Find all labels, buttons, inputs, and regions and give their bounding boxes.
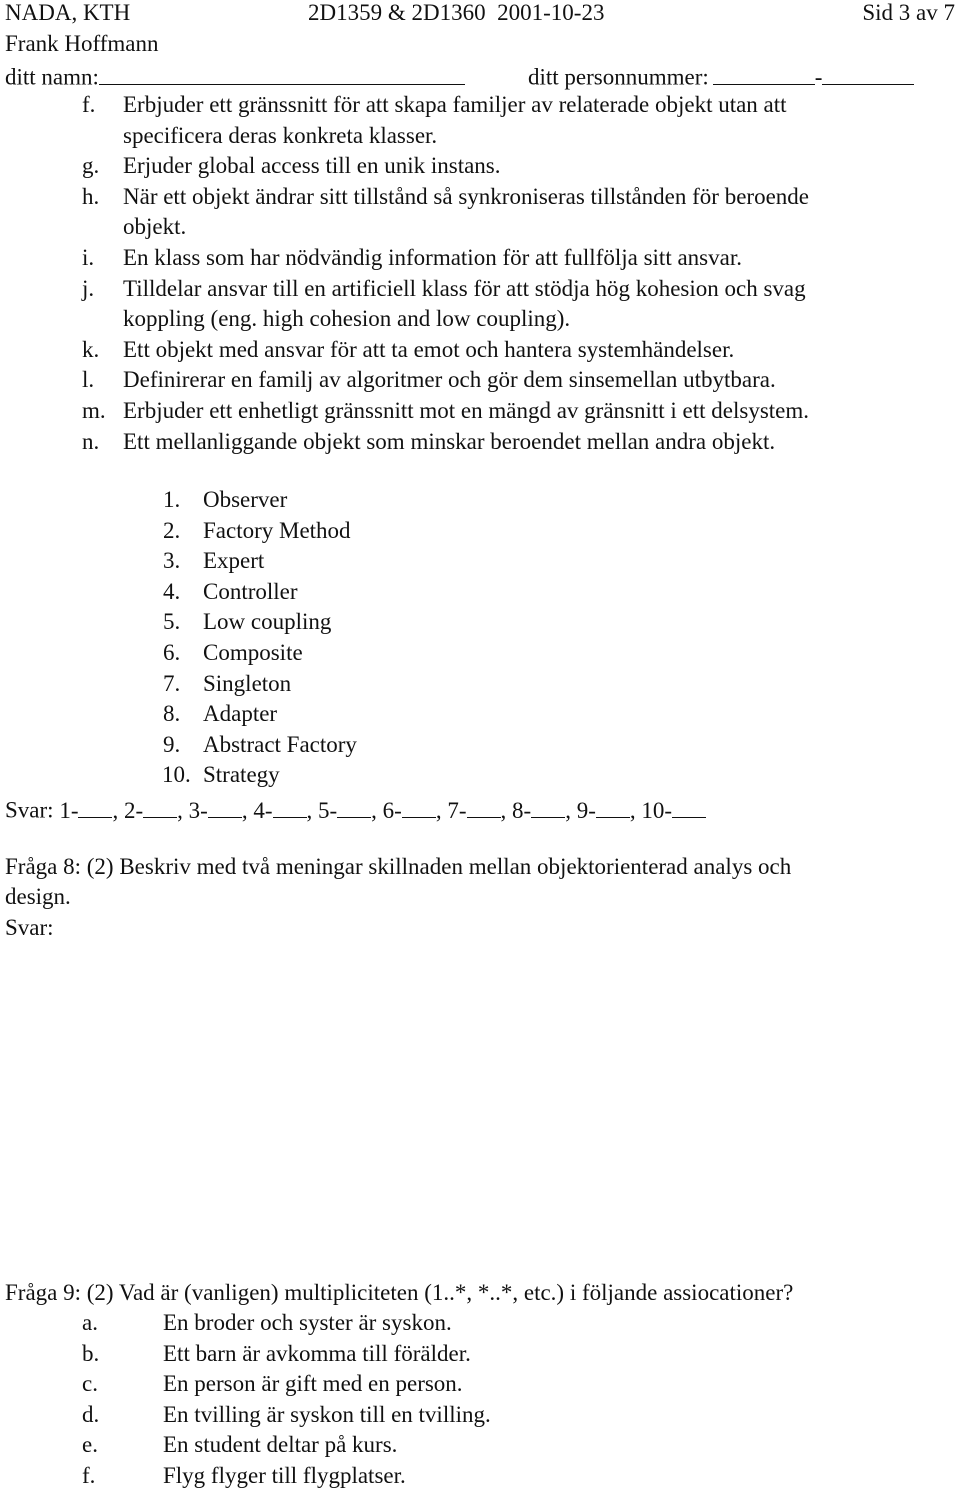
answer-slot-separator: , [565, 797, 577, 823]
header-page-number: Sid 3 av 7 [862, 0, 955, 25]
q7-item-text: När ett objekt ändrar sitt tillstånd så synkroniseras tillstånden för beroende [123, 183, 809, 209]
pattern-number: 1. [163, 487, 181, 512]
pattern-name: Strategy [203, 762, 280, 788]
q7-item-letter: l. [82, 367, 95, 393]
q7-answer-row [5, 796, 706, 822]
answer-slot-label: 1- [59, 797, 79, 823]
answer-slot-label: 7- [447, 797, 467, 823]
header-date: 2001-10-23 [497, 0, 605, 25]
pattern-name: Factory Method [203, 517, 351, 543]
q9-item-text: En student deltar på kurs. [163, 1432, 398, 1458]
pattern-name: Low coupling [203, 609, 332, 635]
pnr-label: ditt personnummer: [528, 64, 709, 90]
q7-item-letter: f. [82, 92, 96, 117]
answer-slot-label: 9- [576, 797, 596, 823]
pattern-name: Abstract Factory [203, 731, 357, 757]
q7-item-letter: n. [82, 428, 100, 454]
q9-item-letter: e. [82, 1432, 98, 1458]
q7-item-letter: i. [82, 245, 95, 270]
q9-item-text: Ett barn är avkomma till förälder. [163, 1340, 471, 1366]
answer-slot-separator: , [371, 797, 383, 823]
q7-item-text: Ett mellanliggande objekt som minskar beroendet mellan andra objekt. [123, 428, 776, 454]
q8-question-line-2: design. [5, 884, 71, 909]
header-author: Frank Hoffmann [5, 31, 159, 56]
q9-item-letter: a. [82, 1310, 98, 1335]
answer-slot-blank[interactable] [78, 796, 112, 818]
pnr-blank-1[interactable] [713, 63, 815, 85]
answer-slot-separator: , [177, 797, 189, 823]
q9-item-letter: d. [82, 1401, 100, 1427]
pattern-name: Composite [203, 640, 303, 665]
q7-item-text: Tilldelar ansvar till en artificiell klass för att stödja hög kohesion och svag [123, 275, 806, 301]
pattern-number: 10. [162, 762, 191, 788]
pattern-name: Controller [203, 578, 298, 604]
answer-slot-blank[interactable] [467, 796, 501, 818]
pnr-separator: - [814, 64, 823, 90]
q7-item-letter: h. [82, 183, 100, 209]
q7-item-text: Ett objekt med ansvar för att ta emot och hantera systemhändelser. [123, 336, 735, 362]
q7-item-text: Erjuder global access till en unik instans. [123, 153, 501, 179]
answer-slot-blank[interactable] [672, 796, 706, 818]
q9-item-letter: c. [82, 1371, 98, 1397]
answer-slot-blank[interactable] [337, 796, 371, 818]
q7-item-letter: m. [82, 398, 106, 423]
pattern-name: Expert [203, 548, 265, 574]
q7-item-letter: k. [82, 336, 100, 362]
pattern-number: 7. [163, 670, 181, 696]
q8-question-line-1: Fråga 8: (2) Beskriv med två meningar skillnaden mellan objektorienterad analys och [5, 854, 792, 879]
answer-slot-blank[interactable] [402, 796, 436, 818]
answer-slot-label: 5- [318, 797, 338, 823]
answer-slot-blank[interactable] [143, 796, 177, 818]
answer-slot-label: 3- [188, 797, 208, 823]
pattern-number: 4. [163, 578, 181, 604]
pattern-number: 5. [163, 609, 181, 635]
pattern-number: 9. [163, 731, 181, 757]
q7-item-text: koppling (eng. high cohesion and low coupling). [123, 306, 571, 332]
q9-item-letter: f. [82, 1463, 96, 1488]
answer-slot-label: 8- [512, 797, 532, 823]
answer-slot-label: 2- [123, 797, 144, 823]
answer-slot-blank[interactable] [531, 796, 565, 818]
pattern-name: Adapter [203, 701, 278, 727]
answer-slot-label: 6- [382, 797, 402, 823]
pattern-name: Observer [203, 487, 288, 512]
answer-slot-blank[interactable] [596, 796, 630, 818]
header-course-date [308, 1, 604, 24]
answer-slot-separator: , [629, 797, 642, 823]
q8-answer-label: Svar: [5, 915, 54, 940]
answer-slot-blank[interactable] [273, 796, 307, 818]
header-org: NADA, KTH [5, 0, 131, 25]
q7-item-text: En klass som har nödvändig information för att fullfölja sitt ansvar. [123, 245, 742, 270]
q7-item-text: Erbjuder ett enhetligt gränssnitt mot en mängd av gränsnitt i ett delsystem. [123, 398, 810, 423]
header-course: 2D1359 & 2D1360 [308, 0, 486, 25]
answer-slot-label: 4- [253, 797, 273, 823]
q9-item-text: Flyg flyger till flygplatser. [163, 1463, 406, 1488]
student-name-field [5, 63, 465, 89]
answer-slot-separator: , [500, 797, 513, 823]
student-pnr-field [528, 63, 914, 89]
name-label: ditt namn: [5, 64, 99, 90]
q7-answer-slots [54, 798, 706, 823]
answer-slot-separator: , [112, 797, 124, 823]
q7-item-text: objekt. [123, 214, 187, 240]
pattern-number: 3. [163, 548, 181, 574]
pattern-name: Singleton [203, 670, 292, 696]
q9-item-text: En broder och syster är syskon. [163, 1310, 452, 1335]
answer-slot-separator: , [241, 797, 254, 823]
answer-slot-label: 10- [641, 797, 673, 823]
pattern-number: 6. [163, 640, 181, 665]
pattern-number: 2. [163, 517, 181, 543]
q7-item-letter: j. [82, 275, 95, 301]
answer-slot-blank[interactable] [208, 796, 242, 818]
pnr-blank-2[interactable] [822, 63, 914, 85]
q9-item-text: En tvilling är syskon till en tvilling. [163, 1401, 491, 1427]
answer-slot-separator: , [306, 797, 318, 823]
pattern-number: 8. [163, 701, 181, 727]
q7-item-text: Definirerar en familj av algoritmer och gör dem sinsemellan utbytbara. [123, 367, 776, 393]
answer-slot-separator: , [435, 797, 448, 823]
q9-item-text: En person är gift med en person. [163, 1371, 463, 1397]
q9-question: Fråga 9: (2) Vad är (vanligen) multipliciteten (1..*, *..*, etc.) i följande assiocationer? [5, 1280, 794, 1305]
name-blank[interactable] [99, 63, 465, 85]
q9-item-letter: b. [82, 1340, 100, 1366]
q7-item-letter: g. [82, 153, 100, 179]
q7-item-text: specificera deras konkreta klasser. [123, 122, 438, 148]
q7-item-text: Erbjuder ett gränssnitt för att skapa familjer av relaterade objekt utan att [123, 92, 787, 117]
q7-answer-label: Svar: [5, 797, 54, 823]
